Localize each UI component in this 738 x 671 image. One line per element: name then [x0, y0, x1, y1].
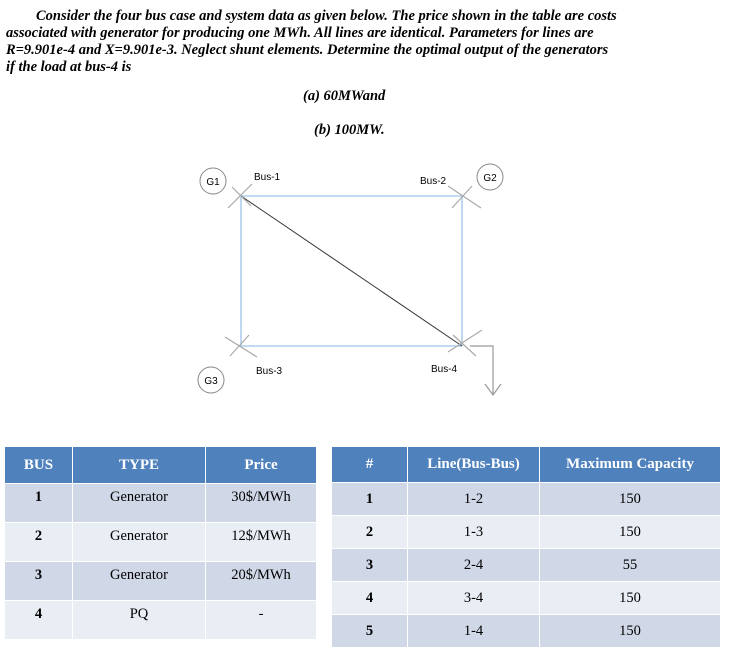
table-row	[332, 582, 721, 615]
table-row	[332, 615, 721, 648]
table-row	[332, 549, 721, 582]
bus-number: 2	[5, 523, 73, 562]
line-buses: 3-4	[408, 582, 540, 615]
bus-price: 12$/MWh	[206, 523, 317, 562]
bus-number: 4	[5, 601, 73, 640]
generator-g2-label: G2	[483, 173, 497, 184]
bus-number: 1	[5, 484, 73, 523]
line-capacity: 150	[540, 516, 721, 549]
generator-g3-label: G3	[204, 376, 218, 387]
bus-price: 20$/MWh	[206, 562, 317, 601]
bus-type: Generator	[73, 562, 206, 601]
line-capacity: 150	[540, 615, 721, 648]
bus-type: Generator	[73, 484, 206, 523]
problem-line-2: associated with generator for producing one MWh. All lines are identical. Parameters for lines are	[6, 25, 594, 41]
table-row	[5, 601, 317, 640]
bus-table-header-bus: BUS	[5, 447, 73, 484]
bus-4-node	[448, 330, 482, 356]
bus-2-label: Bus-2	[420, 176, 447, 187]
line-buses: 1-3	[408, 516, 540, 549]
load-arrow-icon	[470, 346, 501, 395]
line-number: 5	[332, 615, 408, 648]
table-row	[332, 516, 721, 549]
bus-table-header-price: Price	[206, 447, 317, 484]
bus-3-label: Bus-3	[256, 366, 283, 377]
bus-1-label: Bus-1	[254, 172, 281, 183]
bus-table-header-type: TYPE	[73, 447, 206, 484]
line-table-header-number: #	[332, 447, 408, 483]
bus-table-header	[5, 447, 317, 484]
line-buses: 2-4	[408, 549, 540, 582]
part-a: (a) 60MWand	[303, 88, 386, 104]
bus-4-label: Bus-4	[431, 364, 458, 375]
table-row	[332, 483, 721, 516]
line-table-header	[332, 447, 721, 483]
line-capacity: 150	[540, 483, 721, 516]
line-buses: 1-2	[408, 483, 540, 516]
bus-price: 30$/MWh	[206, 484, 317, 523]
line-capacity: 150	[540, 582, 721, 615]
line-number: 2	[332, 516, 408, 549]
problem-line-3: R=9.901e-4 and X=9.901e-3. Neglect shunt elements. Determine the optimal output of the generators	[6, 42, 609, 58]
line-table-header-capacity: Maximum Capacity	[540, 447, 721, 483]
generator-g1-label: G1	[206, 177, 220, 188]
line-buses: 1-4	[408, 615, 540, 648]
line-1-4	[241, 196, 462, 346]
line-number: 4	[332, 582, 408, 615]
bus-number: 3	[5, 562, 73, 601]
line-number: 1	[332, 483, 408, 516]
bus-2-node	[448, 186, 481, 208]
bus-type: PQ	[73, 601, 206, 640]
table-row	[5, 523, 317, 562]
bus-price: -	[206, 601, 317, 640]
bus-table	[4, 446, 317, 640]
bus-type: Generator	[73, 523, 206, 562]
problem-line-1: Consider the four bus case and system data as given below. The price shown in the table are costs	[36, 8, 617, 24]
table-row	[5, 484, 317, 523]
line-number: 3	[332, 549, 408, 582]
problem-line-4: if the load at bus-4 is	[6, 59, 132, 75]
line-table-header-line: Line(Bus-Bus)	[408, 447, 540, 483]
line-table	[331, 446, 721, 648]
part-b: (b) 100MW.	[314, 122, 385, 138]
table-row	[5, 562, 317, 601]
line-capacity: 55	[540, 549, 721, 582]
